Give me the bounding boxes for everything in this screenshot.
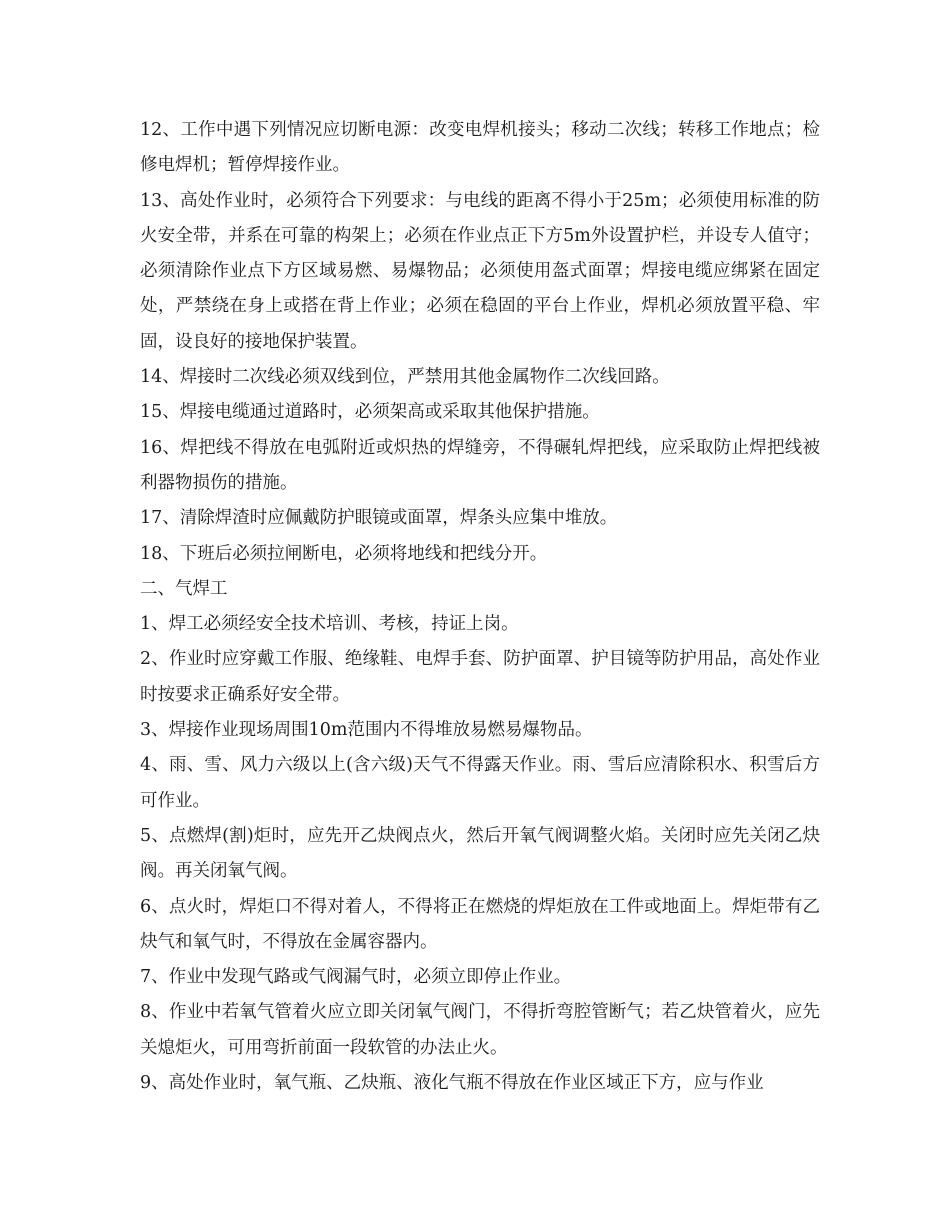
paragraph-item-2: 2、作业时应穿戴工作服、绝缘鞋、电焊手套、防护面罩、护目镜等防护用品，高处作业时按要求正确系好安全带。 [140, 649, 820, 705]
paragraph-item-4: 4、雨、雪、风力六级以上(含六级)天气不得露天作业。雨、雪后应清除积水、积雪后方可作业。 [140, 755, 820, 811]
paragraph-item-17: 17、清除焊渣时应佩戴防护眼镜或面罩，焊条头应集中堆放。 [140, 508, 618, 529]
paragraph-item-7: 7、作业中发现气路或气阀漏气时，必须立即停止作业。 [140, 967, 572, 988]
paragraph-item-6: 6、点火时，焊炬口不得对着人，不得将正在燃烧的焊炬放在工件或地面上。焊炬带有乙炔气和氧气时，不得放在金属容器内。 [140, 896, 820, 952]
paragraph-item-5: 5、点燃焊(割)炬时，应先开乙炔阀点火，然后开氧气阀调整火焰。关闭时应先关闭乙炔阀。再关闭氧气阀。 [140, 825, 820, 882]
paragraph-item-8: 8、作业中若氧气管着火应立即关闭氧气阀门，不得折弯腔管断气；若乙炔管着火，应先关熄炬火，可用弯折前面一段软管的办法止火。 [140, 1002, 820, 1058]
paragraph-item-12: 12、工作中遇下列情况应切断电源：改变电焊机接头；移动二次线；转移工作地点；检修电焊机；暂停焊接作业。 [140, 120, 820, 176]
paragraph-item-15: 15、焊接电缆通过道路时，必须架高或采取其他保护措施。 [140, 402, 600, 423]
paragraph-item-13: 13、高处作业时，必须符合下列要求：与电线的距离不得小于25m；必须使用标准的防火安全带，并系在可靠的构架上；必须在作业点正下方5m外设置护栏，并设专人值守；必须清除作业点下方区域易燃、易爆物品；必须使用盔式面罩；焊接电缆应绑紧在固定处，严禁绕在身上或搭在背上作业；必须在稳固的平台上作业，焊机必须放置平稳、牢固，设良好的接地保护装置。 [140, 190, 820, 352]
paragraph-item-1: 1、焊工必须经安全技术培训、考核，持证上岗。 [140, 614, 519, 635]
paragraph-item-16: 16、焊把线不得放在电弧附近或炽热的焊缝旁，不得碾轧焊把线，应采取防止焊把线被利器物损伤的措施。 [140, 437, 820, 493]
section-heading-gas-welder: 二、气焊工 [140, 578, 228, 599]
paragraph-item-14: 14、焊接时二次线必须双线到位，严禁用其他金属物作二次线回路。 [140, 367, 670, 388]
paragraph-item-3: 3、焊接作业现场周围10m范围内不得堆放易燃易爆物品。 [140, 720, 593, 741]
paragraph-item-18: 18、下班后必须拉闸断电，必须将地线和把线分开。 [140, 543, 548, 564]
document-body [140, 113, 820, 1101]
paragraph-item-9: 9、高处作业时，氧气瓶、乙炔瓶、液化气瓶不得放在作业区域正下方，应与作业 [140, 1073, 764, 1094]
